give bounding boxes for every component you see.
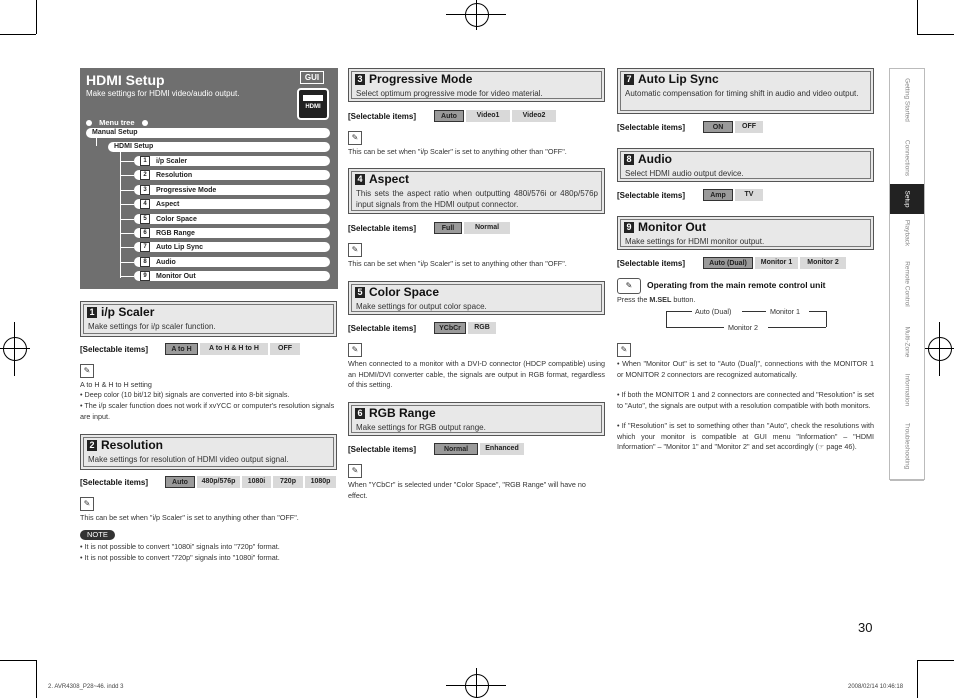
section-title: 3 Progressive Mode — [355, 72, 472, 86]
diagram-monitor-1: Monitor 1 — [770, 307, 800, 316]
page-title: HDMI Setup — [86, 72, 165, 88]
menu-tree-title: Menu tree — [86, 118, 148, 127]
crop-mark — [446, 685, 506, 686]
option-video1: Video1 — [466, 110, 510, 122]
gui-badge: GUI — [300, 71, 324, 84]
section-title: 9 Monitor Out — [624, 220, 706, 234]
option-tv: TV — [735, 189, 763, 201]
page-number: 30 — [858, 620, 873, 635]
side-tab-multi-zone[interactable]: Multi-Zone — [890, 316, 924, 369]
tree-item-resolution: 2 Resolution — [134, 170, 330, 180]
note-text: • If both the MONITOR 1 and 2 connectors are connected and "Resolution" is set to "Auto", the signals are output with a resolution compatible with both monitors. — [617, 390, 874, 410]
section-title: 7 Auto Lip Sync — [624, 72, 719, 86]
option-off: OFF — [270, 343, 300, 355]
pencil-icon: ✎ — [617, 343, 631, 357]
selectable-label: [Selectable items] — [348, 445, 417, 454]
note-text: • The i/p scaler function does not work if xvYCC or computer's resolution signals are input. — [80, 401, 335, 421]
tree-item-auto-lip-sync: 7 Auto Lip Sync — [134, 242, 330, 252]
section-rgb-range — [348, 402, 605, 436]
tree-item-progressive-mode: 3 Progressive Mode — [134, 185, 330, 195]
section-description: Make settings for resolution of HDMI video output signal. — [88, 455, 289, 464]
section-description: Select HDMI audio output device. — [625, 169, 744, 178]
option-normal: Normal — [464, 222, 510, 234]
crop-mark — [0, 34, 36, 35]
section-description: Make settings for RGB output range. — [356, 423, 486, 432]
tree-item-aspect: 4 Aspect — [134, 199, 330, 209]
option-a-to-h: A to H — [165, 343, 198, 355]
m-sel-button-label: M.SEL — [649, 295, 672, 304]
selectable-label: [Selectable items] — [617, 191, 686, 200]
crop-mark — [0, 348, 30, 349]
section-color-space — [348, 281, 605, 315]
registration-mark — [3, 337, 27, 361]
option-ycbcr: YCbCr — [434, 322, 466, 334]
option-normal: Normal — [434, 443, 478, 455]
section-description: This sets the aspect ratio when outputting 480i/576i or 480p/576p input signals from the HDMI output connector. — [356, 189, 598, 209]
side-tab-playback[interactable]: Playback — [890, 214, 924, 253]
note-text: • It is not possible to convert "1080i" signals into "720p" format. — [80, 542, 280, 551]
crop-mark — [446, 14, 506, 15]
tree-item-rgb-range: 6 RGB Range — [134, 228, 330, 238]
section-title: 8 Audio — [624, 152, 672, 166]
section-title: 1 i/p Scaler — [87, 305, 154, 319]
selectable-label: [Selectable items] — [617, 259, 686, 268]
crop-mark — [36, 660, 37, 698]
note-text: This can be set when "i/p Scaler" is set to anything other than "OFF". — [348, 147, 567, 156]
registration-mark — [465, 674, 489, 698]
selectable-label: [Selectable items] — [348, 324, 417, 333]
crop-mark — [917, 0, 918, 34]
tree-item-monitor-out: 9 Monitor Out — [134, 271, 330, 281]
section-title: 5 Color Space — [355, 285, 439, 299]
tree-item-i-p-scaler: 1 i/p Scaler — [134, 156, 330, 166]
pencil-icon: ✎ — [80, 364, 94, 378]
section-description: Automatic compensation for timing shift in audio and video output. — [625, 89, 859, 98]
selectable-label: [Selectable items] — [80, 345, 149, 354]
note-text: • It is not possible to convert "720p" signals into "1080i" format. — [80, 553, 280, 562]
section-title: 4 Aspect — [355, 172, 409, 186]
crop-mark — [917, 660, 954, 661]
remote-instruction: Press the M.SEL button. — [617, 295, 696, 304]
crop-mark — [36, 0, 37, 34]
crop-mark — [917, 34, 954, 35]
note-text: This can be set when "i/p Scaler" is set to anything other than "OFF". — [348, 259, 567, 268]
side-tab-information[interactable]: Information — [890, 368, 924, 413]
note-text: • When "Monitor Out" is set to "Auto (Dual)", connections with the MONITOR 1 or MONITOR 2 connectors are recognized automatically. — [617, 359, 874, 379]
option-full: Full — [434, 222, 462, 234]
option-1080i: 1080i — [242, 476, 271, 488]
remote-title: Operating from the main remote control unit — [647, 280, 826, 290]
note-text: A to H & H to H setting — [80, 380, 152, 389]
option-auto-dual: Auto (Dual) — [703, 257, 753, 269]
option-monitor-1: Monitor 1 — [755, 257, 798, 269]
section-aspect — [348, 168, 605, 214]
remote-control-icon: ✎ — [617, 278, 641, 294]
page-subtitle: Make settings for HDMI video/audio output. — [86, 89, 240, 98]
pencil-icon: ✎ — [348, 343, 362, 357]
side-tab-setup[interactable]: Setup — [890, 184, 924, 215]
section-resolution — [80, 434, 337, 470]
section-description: Select optimum progressive mode for video material. — [356, 89, 543, 98]
section-ip-scaler — [80, 301, 337, 337]
option-off: OFF — [735, 121, 763, 133]
note-text: When "YCbCr" is selected under "Color Space", "RGB Range" will have no effect. — [348, 480, 586, 500]
pencil-icon: ✎ — [348, 131, 362, 145]
crop-mark — [917, 660, 918, 698]
note-text: This can be set when "i/p Scaler" is set to anything other than "OFF". — [80, 513, 299, 522]
registration-mark — [465, 3, 489, 27]
registration-mark — [928, 337, 952, 361]
hdmi-logo-icon: HDMI — [297, 88, 329, 120]
section-description: Make settings for output color space. — [356, 302, 487, 311]
selectable-label: [Selectable items] — [348, 224, 417, 233]
section-title: 2 Resolution — [87, 438, 163, 452]
diagram-monitor-2: Monitor 2 — [728, 323, 758, 332]
section-monitor-out — [617, 216, 874, 250]
side-tab-troubleshooting[interactable]: Troubleshooting — [890, 412, 924, 481]
option-amp: Amp — [703, 189, 733, 201]
crop-mark — [476, 0, 477, 30]
section-auto-lip-sync — [617, 68, 874, 114]
selectable-label: [Selectable items] — [80, 478, 149, 487]
note-text: • Deep color (10 bit/12 bit) signals are converted into 8-bit signals. — [80, 390, 290, 399]
crop-mark — [14, 322, 15, 376]
option-video2: Video2 — [512, 110, 556, 122]
side-tab-remote-control[interactable]: Remote Control — [890, 252, 924, 317]
pencil-icon: ✎ — [348, 243, 362, 257]
diagram-auto-dual: Auto (Dual) — [695, 307, 732, 316]
section-title: 6 RGB Range — [355, 406, 436, 420]
side-tab-connections[interactable]: Connections — [890, 132, 924, 185]
option-auto: Auto — [165, 476, 195, 488]
note-badge: NOTE — [80, 530, 115, 540]
tree-hdmi-setup: HDMI Setup — [108, 142, 330, 152]
crop-mark — [476, 668, 477, 698]
option-480p-576p: 480p/576p — [197, 476, 240, 488]
side-tab-getting-started[interactable]: Getting Started — [890, 68, 924, 133]
option-on: ON — [703, 121, 733, 133]
footer-filename: 2. AVR4308_P28~46. indd 3 — [48, 684, 124, 690]
option-720p: 720p — [273, 476, 303, 488]
section-progressive-mode — [348, 68, 605, 102]
footer-timestamp: 2008/02/14 10:46:18 — [848, 684, 904, 690]
tree-item-color-space: 5 Color Space — [134, 214, 330, 224]
section-description: Make settings for HDMI monitor output. — [625, 237, 765, 246]
pencil-icon: ✎ — [348, 464, 362, 478]
option-enhanced: Enhanced — [480, 443, 524, 455]
selectable-label: [Selectable items] — [348, 112, 417, 121]
crop-mark — [939, 322, 940, 376]
note-text: When connected to a monitor with a DVI-D connector (HDCP compatible) using an HDMI/DVI converter cable, the signals are output in RGB format, regardless of this setting. — [348, 359, 605, 389]
option-auto: Auto — [434, 110, 464, 122]
option-a-to-h-h-to-h: A to H & H to H — [200, 343, 268, 355]
option-1080p: 1080p — [305, 476, 336, 488]
selectable-label: [Selectable items] — [617, 123, 686, 132]
section-audio — [617, 148, 874, 182]
option-rgb: RGB — [468, 322, 496, 334]
note-text: • If "Resolution" is set to something other than "Auto", check the resolutions with which your monitor is compatible at GUI menu "Information" – "HDMI Information" – "Monitor 1" and "Monitor 2" and set accordingly (☞ page 46). — [617, 421, 874, 451]
hdmi-setup-header — [80, 68, 338, 289]
section-description: Make settings for i/p scaler function. — [88, 322, 216, 331]
tree-item-audio: 8 Audio — [134, 257, 330, 267]
option-monitor-2: Monitor 2 — [800, 257, 846, 269]
crop-mark — [0, 660, 36, 661]
pencil-icon: ✎ — [80, 497, 94, 511]
tree-manual-setup: Manual Setup — [86, 128, 330, 138]
